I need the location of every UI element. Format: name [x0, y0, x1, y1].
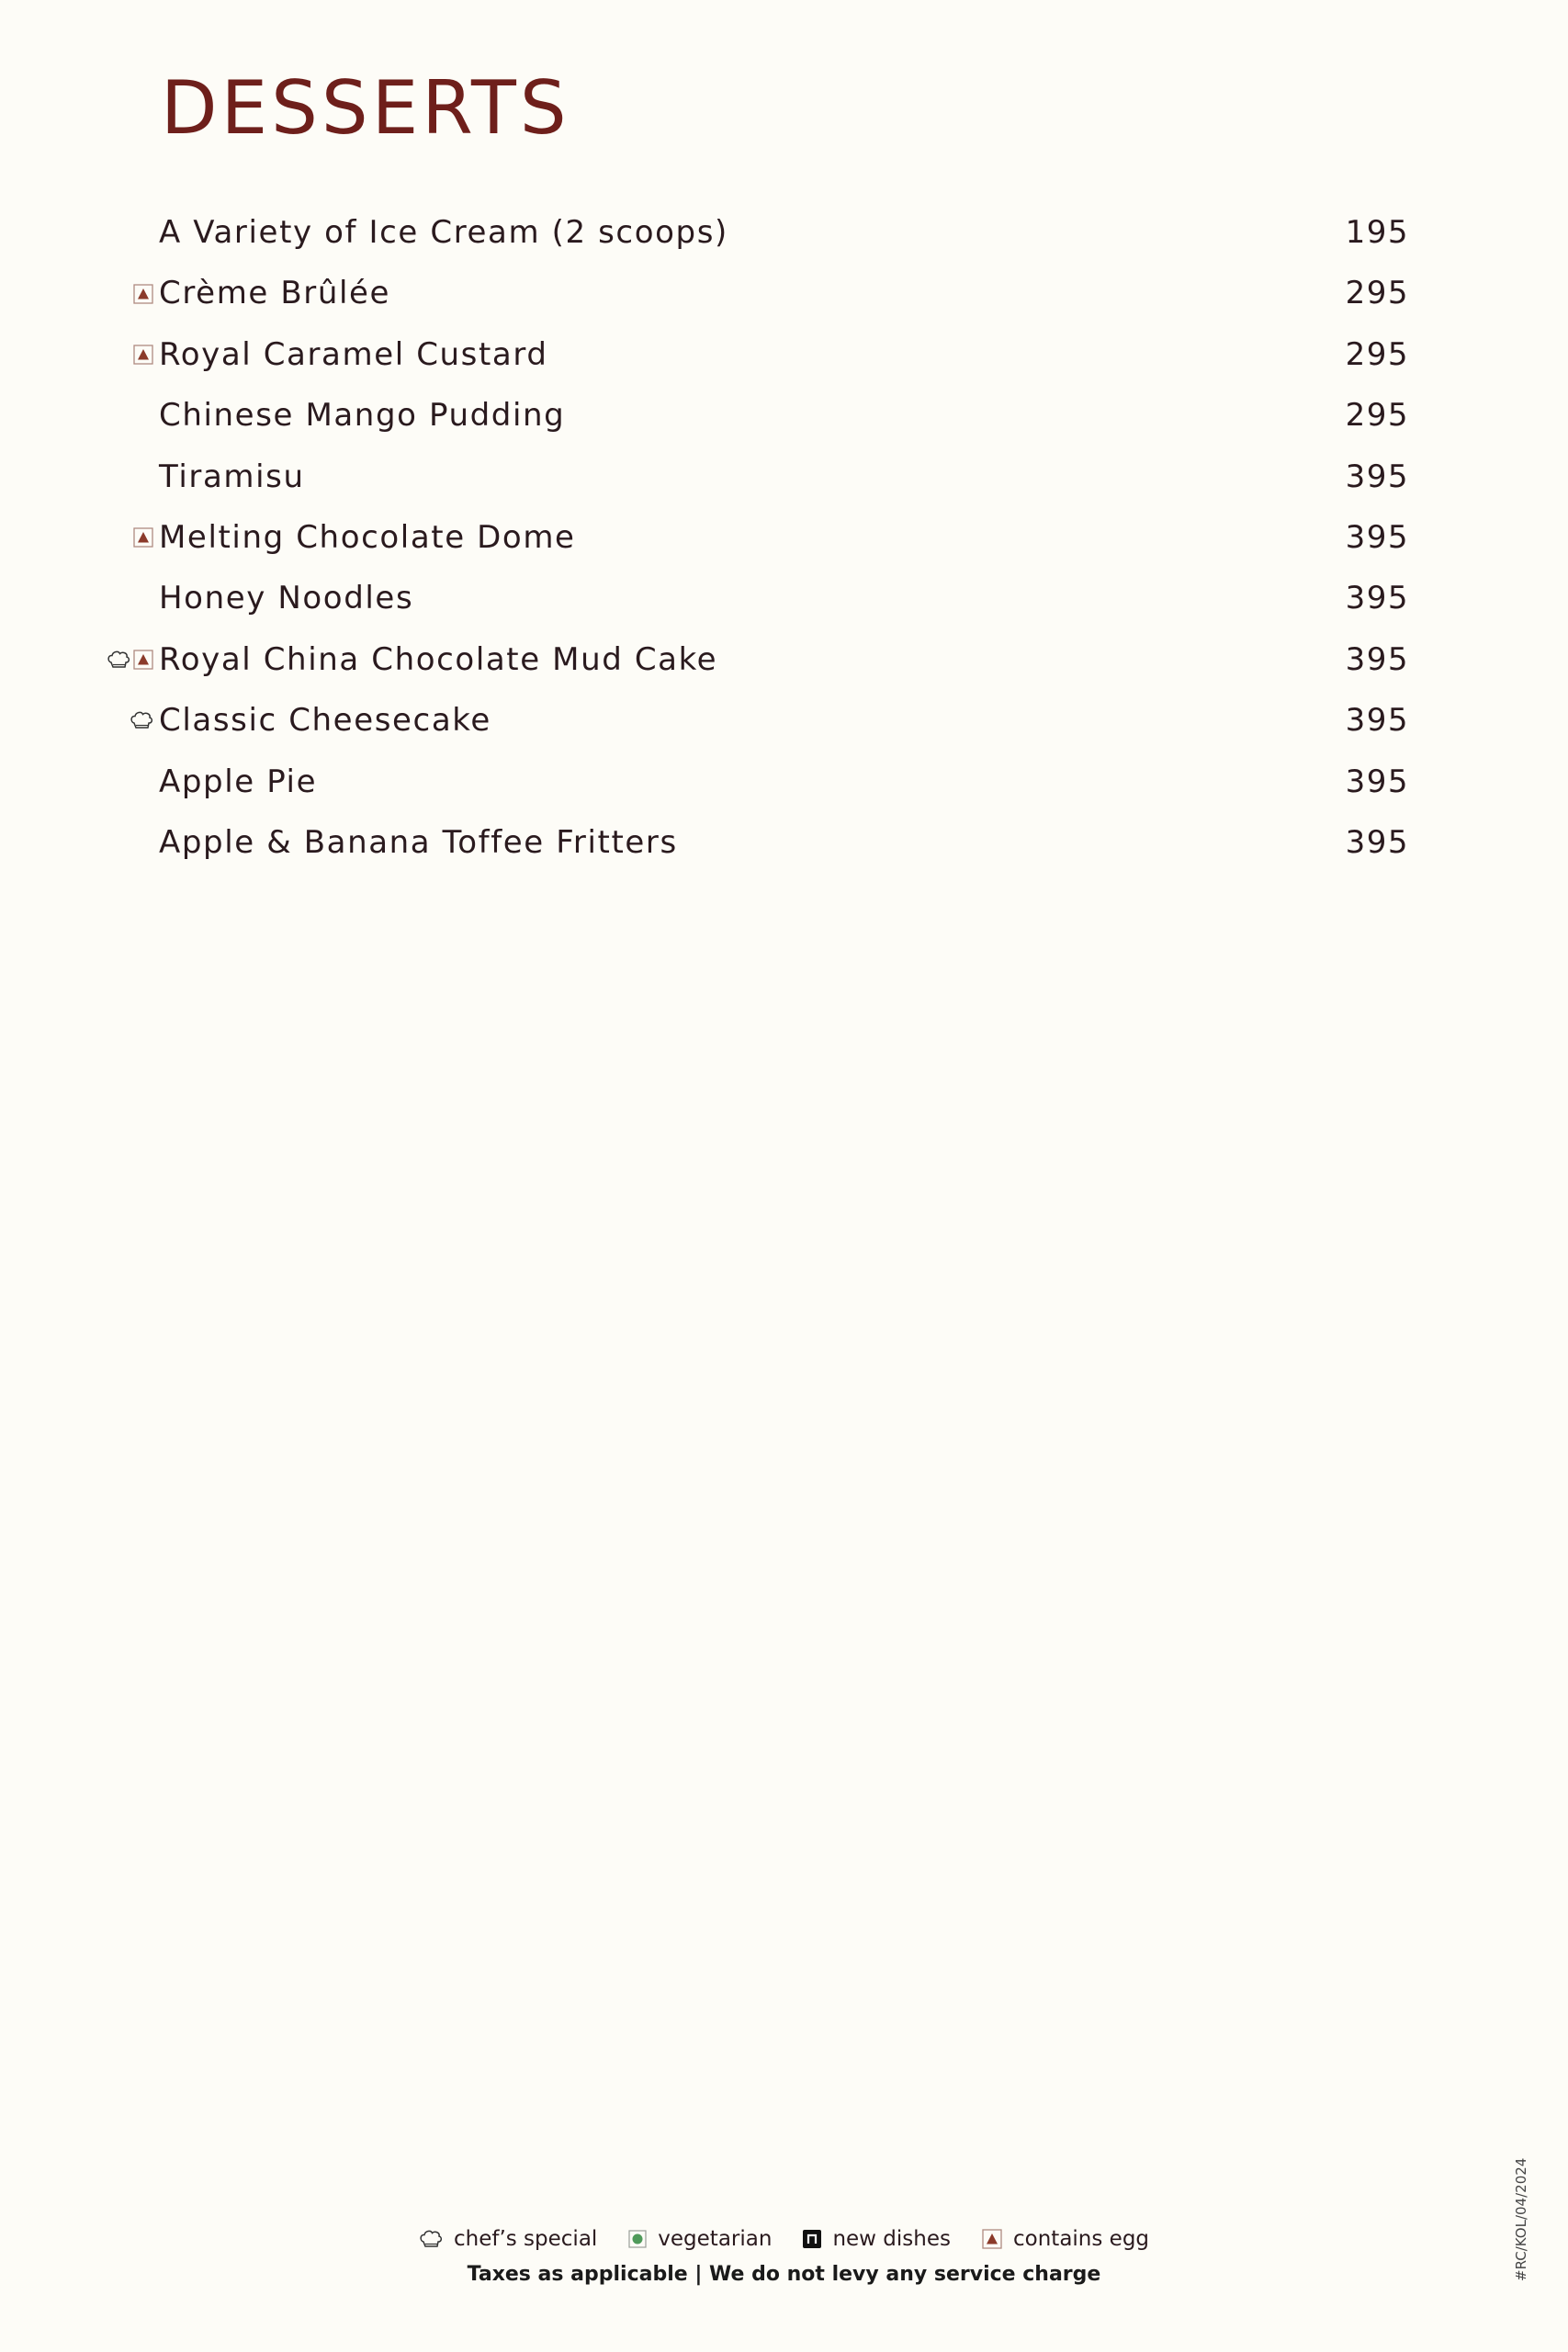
- menu-item-icons: [133, 507, 153, 568]
- menu-item-icons: [130, 690, 153, 751]
- menu-item-icons: [133, 263, 153, 323]
- egg-triangle-icon: [133, 345, 153, 365]
- legend-chef-special-label: chef’s special: [453, 2227, 598, 2251]
- page-title: DESSERTS: [161, 65, 570, 151]
- menu-item-name: A Variety of Ice Cream (2 scoops): [159, 214, 728, 251]
- menu-item-icons: [133, 324, 153, 385]
- menu-item: [0, 568, 1568, 628]
- legend-contains-egg-label: contains egg: [1013, 2227, 1150, 2251]
- menu-item-name: Apple & Banana Toffee Fritters: [159, 823, 678, 861]
- menu-item-price: 395: [1345, 823, 1409, 861]
- egg-triangle-icon: [982, 2229, 1002, 2249]
- menu-item: [0, 629, 1568, 690]
- menu-item-price: 295: [1345, 335, 1409, 373]
- legend: [0, 2227, 1568, 2251]
- menu-item-price: 295: [1345, 275, 1409, 312]
- new-dish-icon: [803, 2230, 821, 2248]
- menu-item-name: Melting Chocolate Dome: [159, 518, 576, 556]
- tax-note: Taxes as applicable | We do not levy any service charge: [467, 2263, 1101, 2286]
- menu-item-name: Classic Cheesecake: [159, 702, 491, 740]
- menu-item-name: Royal Caramel Custard: [159, 335, 548, 373]
- menu-item-price: 395: [1345, 702, 1409, 740]
- menu-item: [0, 324, 1568, 385]
- menu-item-name: Tiramisu: [159, 458, 305, 495]
- egg-triangle-icon: [133, 650, 153, 670]
- legend-new-dishes: [803, 2227, 951, 2251]
- menu-item-name: Crème Brûlée: [159, 275, 391, 312]
- document-code: #RC/KOL/04/2024: [1513, 2157, 1529, 2281]
- egg-triangle-icon: [133, 527, 153, 548]
- menu-item: [0, 812, 1568, 873]
- menu-item: [0, 447, 1568, 507]
- menu-item-price: 395: [1345, 640, 1409, 678]
- chef-hat-icon: [107, 650, 130, 670]
- egg-triangle-icon: [133, 284, 153, 304]
- veg-dot-icon: [628, 2230, 647, 2248]
- menu-item-name: Royal China Chocolate Mud Cake: [159, 640, 718, 678]
- legend-vegetarian: [628, 2227, 772, 2251]
- legend-contains-egg: [982, 2227, 1149, 2251]
- menu-item: [0, 202, 1568, 263]
- legend-vegetarian-label: vegetarian: [658, 2227, 773, 2251]
- menu-item-price: 395: [1345, 458, 1409, 495]
- legend-new-dishes-label: new dishes: [832, 2227, 951, 2251]
- menu-item-price: 195: [1345, 214, 1409, 251]
- menu-item: [0, 263, 1568, 323]
- menu-item-price: 395: [1345, 763, 1409, 800]
- menu-item: [0, 752, 1568, 812]
- chef-hat-icon: [419, 2229, 443, 2249]
- menu-item-price: 395: [1345, 518, 1409, 556]
- menu-item-name: Honey Noodles: [159, 580, 414, 617]
- menu-item-icons: [107, 629, 153, 690]
- menu-item-name: Apple Pie: [159, 763, 318, 800]
- menu-item: [0, 507, 1568, 568]
- chef-hat-icon: [130, 710, 153, 730]
- dessert-menu-list: [0, 202, 1568, 873]
- menu-item-price: 295: [1345, 397, 1409, 435]
- menu-item-name: Chinese Mango Pudding: [159, 397, 566, 435]
- menu-item-price: 395: [1345, 580, 1409, 617]
- legend-chef-special: [419, 2227, 597, 2251]
- menu-item: [0, 385, 1568, 446]
- menu-item: [0, 690, 1568, 751]
